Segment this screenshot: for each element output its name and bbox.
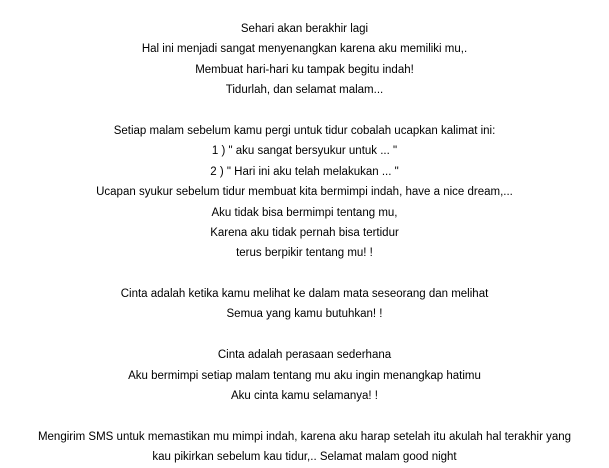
stanza-2 — [0, 121, 609, 264]
poem-line: Aku bermimpi setiap malam tentang mu aku ingin menangkap hatimu — [128, 369, 481, 382]
poem-line: 1 ) " aku sangat bersyukur untuk ... " — [211, 145, 398, 158]
stanza-gap — [0, 101, 609, 121]
poem-line: Hal ini menjadi sangat menyenangkan karena aku memiliki mu,. — [141, 43, 468, 56]
poem-line: Cinta adalah ketika kamu melihat ke dalam mata seseorang dan melihat — [120, 288, 489, 301]
poem-line: Aku tidak bisa bermimpi tentang mu, — [211, 206, 398, 219]
poem-line: Aku cinta kamu selamanya! ! — [230, 390, 378, 403]
poem-line: terus berpikir tentang mu! ! — [236, 247, 373, 260]
stanza-1 — [0, 19, 609, 101]
poem-line: Sehari akan berakhir lagi — [240, 23, 369, 35]
stanza-gap — [0, 406, 609, 426]
stanza-5 — [0, 427, 609, 468]
poem-line: Ucapan syukur sebelum tidur membuat kita bermimpi indah, have a nice dream,... — [96, 186, 513, 199]
poem-line: Membuat hari-hari ku tampak begitu indah! — [195, 63, 414, 76]
stanza-gap — [0, 264, 609, 284]
poem-line: Cinta adalah perasaan sederhana — [217, 349, 392, 362]
poem-line: Tidurlah, dan selamat malam... — [225, 84, 384, 97]
poem-line: Semua yang kamu butuhkan! ! — [226, 308, 383, 321]
poem-line: Karena aku tidak pernah bisa tertidur — [210, 226, 399, 239]
stanza-4 — [0, 345, 609, 406]
poem-line: 2 ) " Hari ini aku telah melakukan ... " — [210, 165, 399, 178]
poem-line: kau pikirkan sebelum kau tidur,.. Selamat malam good night — [152, 451, 457, 464]
poem-line: Mengirim SMS untuk memastikan mu mimpi indah, karena aku harap setelah itu akulah hal terakhir yang — [37, 430, 572, 443]
stanza-3 — [0, 284, 609, 325]
stanza-gap — [0, 325, 609, 345]
poem-text — [0, 19, 609, 468]
poem-line: Setiap malam sebelum kamu pergi untuk tidur cobalah ucapkan kalimat ini: — [113, 124, 496, 137]
